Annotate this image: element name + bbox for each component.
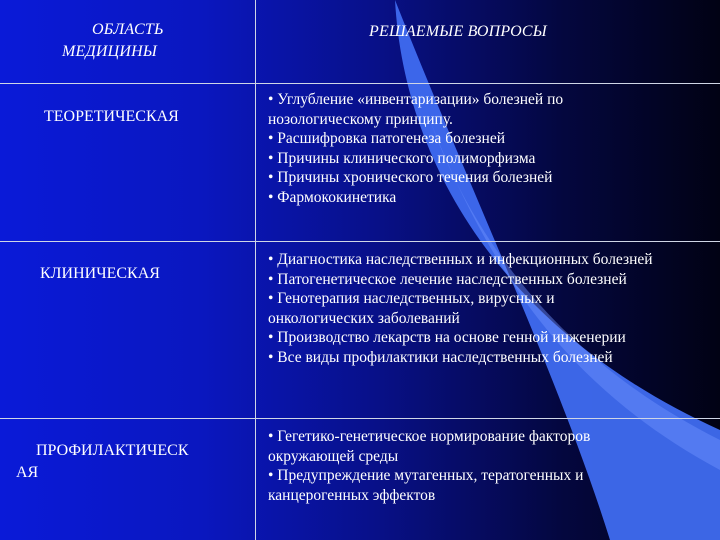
list-item: • Углубление «инвентаризации» болезней по нозологическому принципу. [268, 91, 564, 128]
list-item: • Причины клинического полиморфизма [268, 149, 536, 167]
issues-list-preventive [268, 427, 658, 505]
area-label-clinical: КЛИНИЧЕСКАЯ [40, 265, 160, 282]
list-item: • Диагностика наследственных и инфекционных болезней [268, 251, 653, 268]
list-item: • Все виды профилактики наследственных болезней [268, 348, 613, 366]
area-label-theoretical: ТЕОРЕТИЧЕСКАЯ [44, 108, 179, 125]
row-divider-2 [0, 241, 720, 242]
list-item: • Предупреждение мутагенных, тератогенных и канцерогенных эффектов [268, 467, 584, 504]
list-item: • Производство лекарств на основе генной инженерии [268, 329, 626, 346]
issues-list-clinical [268, 250, 720, 367]
list-item: • Патогенетическое лечение наследственных болезней [268, 270, 627, 288]
area-label-preventive-line2: АЯ [16, 464, 39, 481]
list-item: • Расшифровка патогенеза болезней [268, 130, 506, 147]
list-item: • Генотерапия наследственных, вирусных и онкологических заболеваний [268, 290, 555, 327]
list-item: • Фармококинетика [268, 188, 397, 206]
column-divider [255, 0, 256, 540]
row-divider-3 [0, 418, 720, 419]
header-issues: РЕШАЕМЫЕ ВОПРОСЫ [369, 23, 547, 40]
list-item: • Гегетико-генетическое нормирование факторов окружающей среды [268, 428, 591, 465]
area-label-preventive-line1: ПРОФИЛАКТИЧЕСК [36, 442, 189, 459]
header-area-line1: ОБЛАСТЬ [92, 21, 164, 38]
list-item: • Причины хронического течения болезней [268, 169, 553, 186]
header-area-line2: МЕДИЦИНЫ [62, 43, 158, 60]
row-divider-1 [0, 83, 720, 84]
issues-list-theoretical [268, 90, 628, 207]
